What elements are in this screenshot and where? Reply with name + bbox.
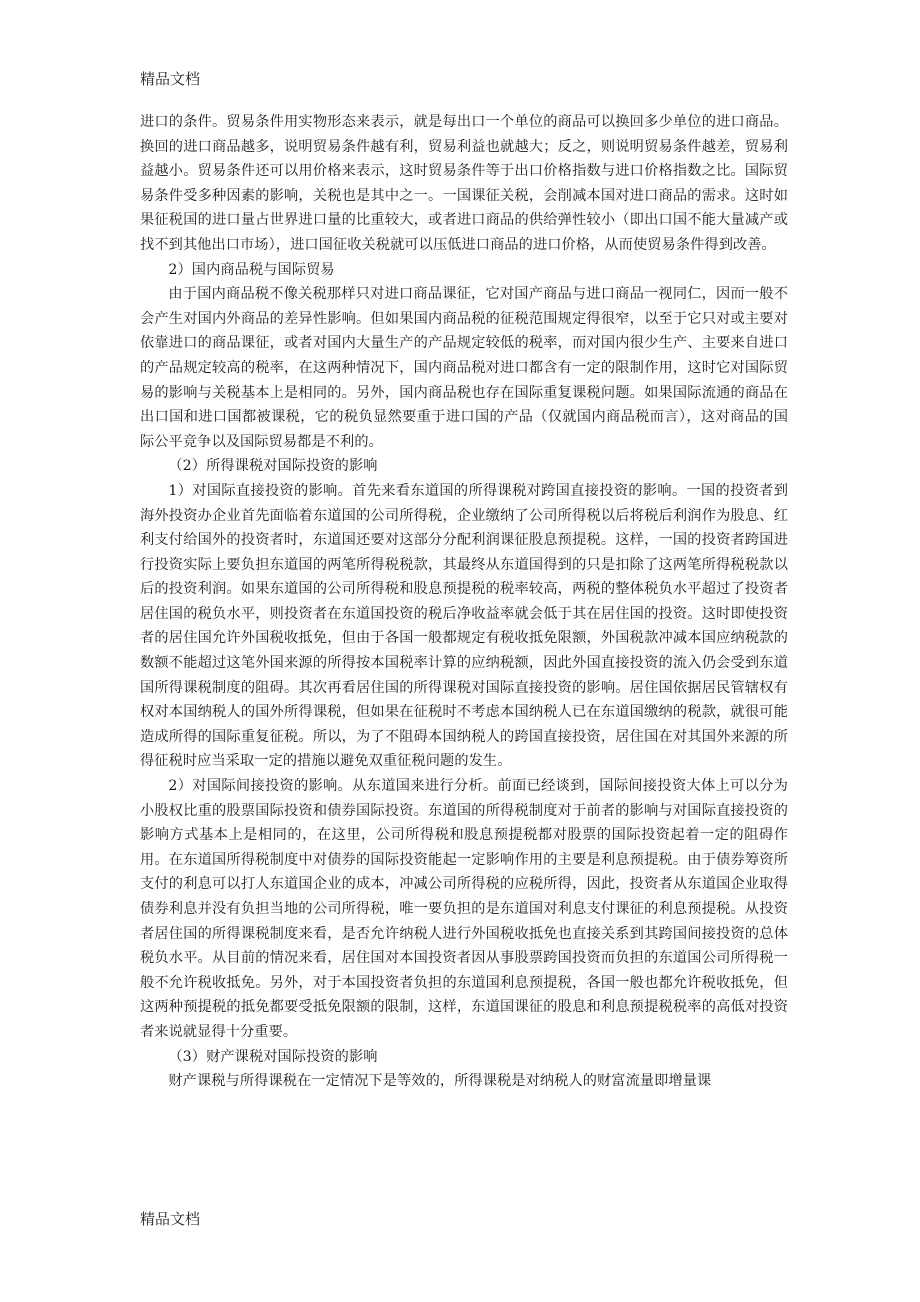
section-heading-income-tax-investment: （2）所得课税对国际投资的影响 <box>168 458 378 475</box>
paragraph-trade-terms: 进口的条件。贸易条件用实物形态来表示，就是每出口一个单位的商品可以换回多少单位的进口商品。换回的进口商品越多，说明贸易条件越有利，贸易利益也就越大；反之，则说明贸易条件越差，贸易利益越小。贸易条件还可以用价格来表示，这时贸易条件等于出口价格指数与进口价格指数之比。国际贸易条件受多种因素的影响，关税也是其中之一。一国课征关税，会削减本国对进口商品的需求。这时如果征税国的进口量占世界进口量的比重较大，或者进口商品的供给弹性较小（即出口国不能大量减产或找不到其他出口市场），进口国征收关税就可以压低进口商品的进口价格，从而使贸易条件得到改善。 <box>140 114 788 253</box>
paragraph-domestic-commodity-tax: 由于国内商品税不像关税那样只对进口商品课征，它对国产商品与进口商品一视同仁，因而一般不会产生对国内外商品的差异性影响。但如果国内商品税的征税范围规定得很窄，以至于它只对或主要对依靠进口的商品课征，或者对国内大量生产的产品规定较低的税率，而对国内很少生产、主要来自进口的产品规定较高的税率，在这两种情况下，国内商品税对进口都含有一定的限制作用，这时它对国际贸易的影响与关税基本上是相同的。另外，国内商品税也存在国际重复课税问题。如果国际流通的商品在出口国和进口国都被课税，它的税负显然要重于进口国的产品（仅就国内商品税而言），这对商品的国际公平竞争以及国际贸易都是不利的。 <box>140 286 788 450</box>
paragraph-indirect-investment: 2）对国际间接投资的影响。从东道国来进行分析。前面已经谈到，国际间接投资大体上可以分为小股权比重的股票国际投资和债券国际投资。东道国的所得税制度对于前者的影响与对国际直接投资的影响方式基本上是相同的，在这里，公司所得税和股息预提税都对股票的国际投资起着一定的阻碍作用。在东道国所得税制度中对债券的国际投资能起一定影响作用的主要是利息预提税。由于债券筹资所支付的利息可以打人东道国企业的成本，冲减公司所得税的应税所得，因此，投资者从东道国企业取得债券利息并没有负担当地的公司所得税，唯一要负担的是东道国对利息支付课征的利息预提税。从投资者居住国的所得课税制度来看，是否允许纳税人进行外国税收抵免也直接关系到其跨国间接投资的总体税负水平。从目前的情况来看，居住国对本国投资者因从事股票跨国投资而负担的东道国公司所得税一般不允许税收抵免。另外，对于本国投资者负担的东道国利息预提税，各国一般也都允许税收抵免，但这两种预提税的抵免都要受抵免限额的限制，这样，东道国课征的股息和利息预提税税率的高低对投资者来说就显得十分重要。 <box>140 778 788 1040</box>
page-header-label: 精品文档 <box>140 70 201 88</box>
page-footer-label: 精品文档 <box>140 1210 201 1228</box>
paragraph-direct-investment: 1）对国际直接投资的影响。首先来看东道国的所得课税对跨国直接投资的影响。一国的投资者到海外投资办企业首先面临着东道国的公司所得税，企业缴纳了公司所得税以后将税后利润作为股息、红利支付给国外的投资者时，东道国还要对这部分分配利润课征股息预提税。这样，一国的投资者跨国进行投资实际上要负担东道国的两笔所得税税款，其最终从东道国得到的只是扣除了这两笔所得税税款以后的投资利润。如果东道国的公司所得税和股息预提税的税率较高，两税的整体税负水平超过了投资者居住国的税负水平，则投资者在东道国投资的税后净收益率就会低于其在居住国的投资。这时即使投资者的居住国允许外国税收抵免，但由于各国一般都规定有税收抵免限额，外国税款冲减本国应纳税款的数额不能超过这笔外国来源的所得按本国税率计算的应纳税额，因此外国直接投资的流入仍会受到东道国所得课税制度的阻碍。其次再看居住国的所得课税对国际直接投资的影响。居住国依据居民管辖权有权对本国纳税人的国外所得课税，但如果在征税时不考虑本国纳税人已在东道国缴纳的税款，就很可能造成所得的国际重复征税。所以，为了不阻碍本国纳税人的跨国直接投资，居住国在对其国外来源的所得征税时应当采取一定的措施以避免双重征税问题的发生。 <box>140 482 788 770</box>
paragraph-property-tax: 财产课税与所得课税在一定情况下是等效的，所得课税是对纳税人的财富流量即增量课 <box>168 1073 712 1090</box>
document-body <box>140 110 788 1094</box>
section-heading-domestic-commodity-tax: 2）国内商品税与国际贸易 <box>168 261 335 278</box>
section-heading-property-tax-investment: （3）财产课税对国际投资的影响 <box>168 1048 378 1065</box>
